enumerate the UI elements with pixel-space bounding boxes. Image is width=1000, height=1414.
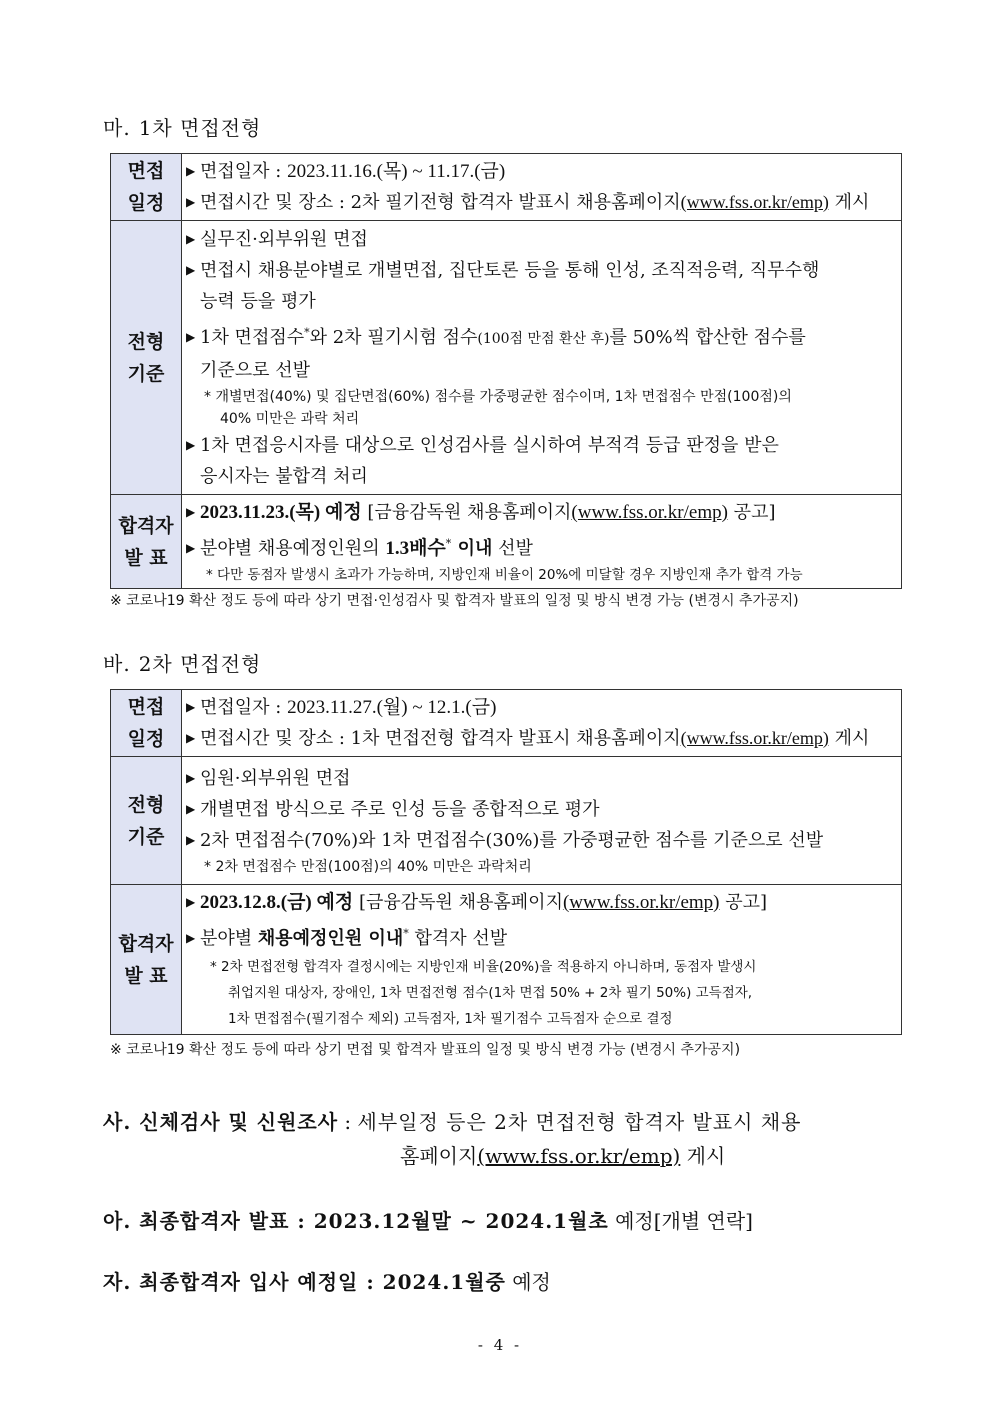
triangle-bullet-icon: ▶ bbox=[186, 231, 196, 246]
footnote-covid-1: ※ 코로나19 확산 정도 등에 따라 상기 면접·인성검사 및 합격자 발표의 일정 및 방식 변경 가능 (변경시 추가공지) bbox=[110, 593, 799, 609]
page-number: - 4 - bbox=[477, 1336, 523, 1354]
triangle-bullet-icon: ▶ bbox=[186, 833, 196, 847]
schedule-content bbox=[182, 154, 902, 221]
url-link[interactable]: (www.fss.or.kr/emp) bbox=[680, 192, 829, 212]
url-link[interactable]: (www.fss.or.kr/emp) bbox=[571, 502, 728, 523]
triangle-bullet-icon: ▶ bbox=[186, 802, 196, 816]
triangle-bullet-icon: ▶ bbox=[186, 700, 196, 714]
schedule-label: 면접 일정 bbox=[111, 690, 182, 757]
section-sa-line-2: 홈페이지(www.fss.or.kr/emp) 게시 bbox=[400, 1144, 726, 1168]
section-a: 아. 최종합격자 발표 : 2023.12월말 ~ 2024.1월초 예정[개별 연락] bbox=[103, 1209, 753, 1233]
footnote-covid-2: ※ 코로나19 확산 정도 등에 따라 상기 면접 및 합격자 발표의 일정 및 방식 변경 가능 (변경시 추가공지) bbox=[110, 1042, 741, 1058]
section-mark: 바. bbox=[103, 652, 131, 676]
criteria-row bbox=[111, 757, 902, 885]
schedule-label: 면접 일정 bbox=[111, 154, 182, 221]
section-ja: 자. 최종합격자 입사 예정일 : 2024.1월중 예정 bbox=[103, 1270, 551, 1294]
schedule-row bbox=[111, 154, 902, 221]
schedule-date-line: ▶ 면접일자 : 2023.11.16.(목) ~ 11.17.(금) bbox=[186, 156, 895, 187]
criteria-row bbox=[111, 221, 902, 495]
url-link[interactable]: (www.fss.or.kr/emp) bbox=[680, 728, 829, 748]
criteria-content: ▶ 임원·외부위원 면접 ▶ 개별면접 방식으로 주로 인성 등을 종합적으로 평가 ▶ 2차 면접점수(70%)와 1차 면접점수(30%)를 가중평균한 점수를 기준으로 선발 * 2차 면접점수 만점(100점)의 40% 미만은 과락처리 bbox=[182, 757, 902, 885]
url-link[interactable]: (www.fss.or.kr/emp) bbox=[477, 1144, 681, 1168]
result-content: ▶ 2023.11.23.(목) 예정 [금융감독원 채용홈페이지(www.fss.or.kr/emp) 공고] ▶ 분야별 채용예정인원의 1.3배수* 이내 선발 * 다만 동점자 발생시 초과가 가능하며, 지방인재 비율이 20%에 미달할 경우 지방인재 추가 합격 가능 bbox=[182, 495, 902, 589]
result-row bbox=[111, 495, 902, 589]
interview-1-table bbox=[110, 153, 902, 589]
result-label: 합격자 발 표 bbox=[111, 495, 182, 589]
schedule-row bbox=[111, 690, 902, 757]
triangle-bullet-icon: ▶ bbox=[186, 329, 196, 344]
schedule-place-line: ▶ 면접시간 및 장소 : 2차 필기전형 합격자 발표시 채용홈페이지(www.fss.or.kr/emp) 게시 bbox=[186, 187, 895, 218]
interview-2-table bbox=[110, 689, 902, 1035]
criteria-content: ▶ 실무진·외부위원 면접 ▶ 면접시 채용분야별로 개별면접, 집단토론 등을 통해 인성, 조직적응력, 직무수행 능력 등을 평가 ▶ 1차 면접점수*와 2차 필기시험 점수(100점 만점 환산 후)를 50%씩 합산한 점수를 기준으로 선발 * 개별면접(40%) 및 집단면접(60%) 점수를 가중평균한 점수이며, 1차 면접점수 만점(100점)의 40% 미만은 과락 처리 ▶ 1차 면접응시자를 대상으로 인성검사를 실시하여 부적격 등급 판정을 받은 응시자는 불합격 처리 bbox=[182, 221, 902, 495]
section-title-ba bbox=[103, 648, 261, 677]
section-title-ma bbox=[103, 112, 261, 141]
triangle-bullet-icon: ▶ bbox=[186, 164, 196, 178]
triangle-bullet-icon: ▶ bbox=[186, 541, 196, 555]
triangle-bullet-icon: ▶ bbox=[186, 505, 196, 519]
section-title-text: 1차 면접전형 bbox=[138, 116, 262, 140]
triangle-bullet-icon: ▶ bbox=[186, 262, 196, 277]
triangle-bullet-icon: ▶ bbox=[186, 437, 196, 452]
section-sa: 사. 신체검사 및 신원조사 : 세부일정 등은 2차 면접전형 합격자 발표시 채용 bbox=[103, 1110, 802, 1134]
triangle-bullet-icon: ▶ bbox=[186, 895, 196, 909]
section-mark: 마. bbox=[103, 116, 131, 140]
triangle-bullet-icon: ▶ bbox=[186, 731, 196, 745]
schedule-content: ▶ 면접일자 : 2023.11.27.(월) ~ 12.1.(금) ▶ 면접시간 및 장소 : 1차 면접전형 합격자 발표시 채용홈페이지(www.fss.or.kr/emp) 게시 bbox=[182, 690, 902, 757]
criteria-label: 전형 기준 bbox=[111, 757, 182, 885]
triangle-bullet-icon: ▶ bbox=[186, 195, 196, 209]
criteria-label: 전형 기준 bbox=[111, 221, 182, 495]
result-label: 합격자 발 표 bbox=[111, 885, 182, 1035]
url-link[interactable]: (www.fss.or.kr/emp) bbox=[562, 892, 720, 913]
result-row bbox=[111, 885, 902, 1035]
footnote-star: * 개별면접(40%) 및 집단면접(60%) 점수를 가중평균한 점수이며, 1차 면접점수 만점(100점)의 bbox=[204, 388, 792, 405]
triangle-bullet-icon: ▶ bbox=[186, 931, 196, 945]
triangle-bullet-icon: ▶ bbox=[186, 771, 196, 785]
result-content: ▶ 2023.12.8.(금) 예정 [금융감독원 채용홈페이지(www.fss.or.kr/emp) 공고] ▶ 분야별 채용예정인원 이내* 합격자 선발 * 2차 면접전형 합격자 결정시에는 지방인재 비율(20%)을 적용하지 아니하며, 동점자 발생시 취업지원 대상자, 장애인, 1차 면접전형 점수(1차 면접 50% + 2차 필기 50%) 고득점자, 1차 면접점수(필기점수 제외) 고득점자, 1차 필기점수 고득점자 순으로 결정 bbox=[182, 885, 902, 1035]
section-title-text: 2차 면접전형 bbox=[138, 652, 262, 676]
